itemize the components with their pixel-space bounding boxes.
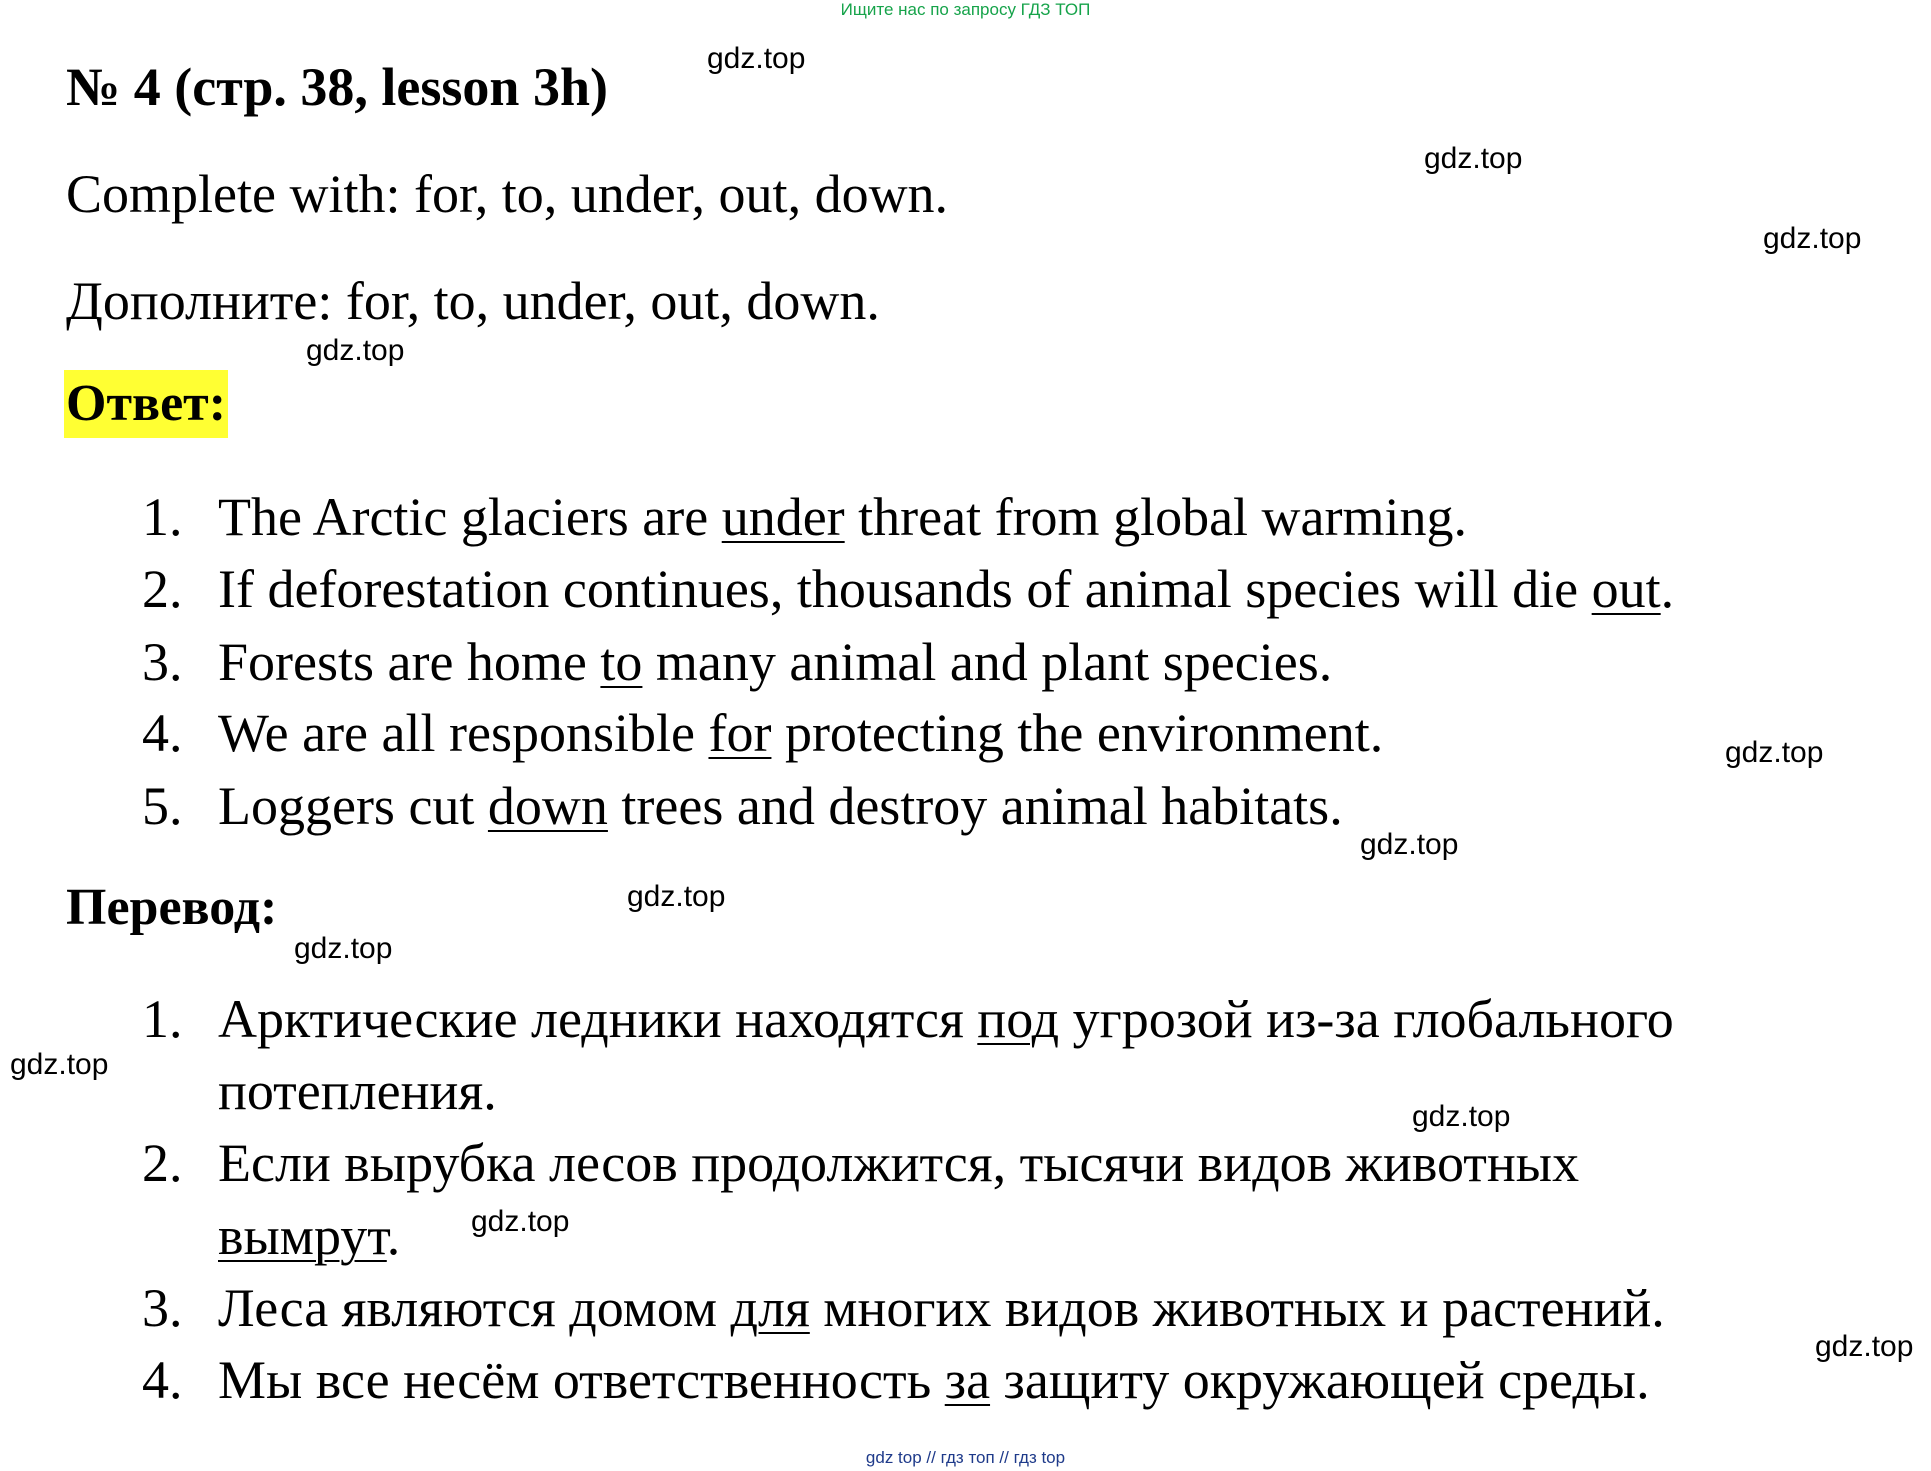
answer-text: The Arctic glaciers are under threat from global warming.	[218, 487, 1467, 547]
watermark: gdz.top	[10, 1048, 109, 1081]
watermark: gdz.top	[707, 42, 806, 75]
bottom-note: gdz top // гдз топ // гдз top	[865, 1448, 1066, 1467]
translation-word: за	[944, 1350, 991, 1410]
translation-text: потепления.	[218, 1061, 497, 1121]
translation-label: Перевод:	[66, 879, 278, 936]
answer-word: for	[708, 703, 772, 763]
top-note: Ищите нас по запросу ГДЗ ТОП	[840, 0, 1091, 19]
answer-text: Forests are home to many animal and plant species.	[218, 632, 1333, 692]
translation-text: вымрут.	[218, 1206, 401, 1266]
translation-word: вымрут	[218, 1206, 387, 1266]
instruction-russian: Дополните: for, to, under, out, down.	[66, 271, 880, 331]
translation-text: Леса являются домом для многих видов животных и растений.	[218, 1278, 1665, 1338]
answer-word: under	[721, 487, 845, 547]
watermark: gdz.top	[1815, 1330, 1914, 1363]
watermark: gdz.top	[1412, 1100, 1511, 1133]
watermark: gdz.top	[1360, 828, 1459, 861]
answer-word: out	[1591, 559, 1661, 619]
watermark: gdz.top	[1725, 736, 1824, 769]
translation-number: 4.	[142, 1350, 183, 1410]
answer-word: down	[487, 776, 608, 836]
answer-number: 2.	[142, 559, 183, 619]
translation-word: под	[977, 989, 1060, 1049]
answer-number: 4.	[142, 703, 183, 763]
watermark: gdz.top	[1424, 142, 1523, 175]
translation-text: Арктические ледники находятся под угрозой из-за глобального	[218, 989, 1674, 1049]
answer-text: Loggers cut down trees and destroy animal habitats.	[218, 776, 1343, 836]
watermark: gdz.top	[1763, 222, 1862, 255]
translation-number: 1.	[142, 989, 183, 1049]
watermark: gdz.top	[471, 1205, 570, 1238]
translation-text: Если вырубка лесов продолжится, тысячи видов животных	[218, 1133, 1580, 1193]
instruction-english: Complete with: for, to, under, out, down.	[66, 164, 949, 224]
watermark: gdz.top	[627, 880, 726, 913]
answer-word: to	[600, 632, 643, 692]
translation-number: 3.	[142, 1278, 183, 1338]
answer-number: 3.	[142, 632, 183, 692]
watermark: gdz.top	[306, 334, 405, 367]
translation-number: 2.	[142, 1133, 183, 1193]
translation-word: для	[730, 1278, 810, 1338]
answer-number: 1.	[142, 487, 183, 547]
answer-number: 5.	[142, 776, 183, 836]
exercise-title: № 4 (стр. 38, lesson 3h)	[66, 57, 608, 117]
watermark: gdz.top	[294, 932, 393, 965]
answer-text: If deforestation continues, thousands of animal species will die out.	[218, 559, 1675, 619]
answer-label: Ответ:	[64, 370, 228, 438]
translation-text: Мы все несём ответственность за защиту окружающей среды.	[218, 1350, 1650, 1410]
answer-text: We are all responsible for protecting the environment.	[218, 703, 1384, 763]
